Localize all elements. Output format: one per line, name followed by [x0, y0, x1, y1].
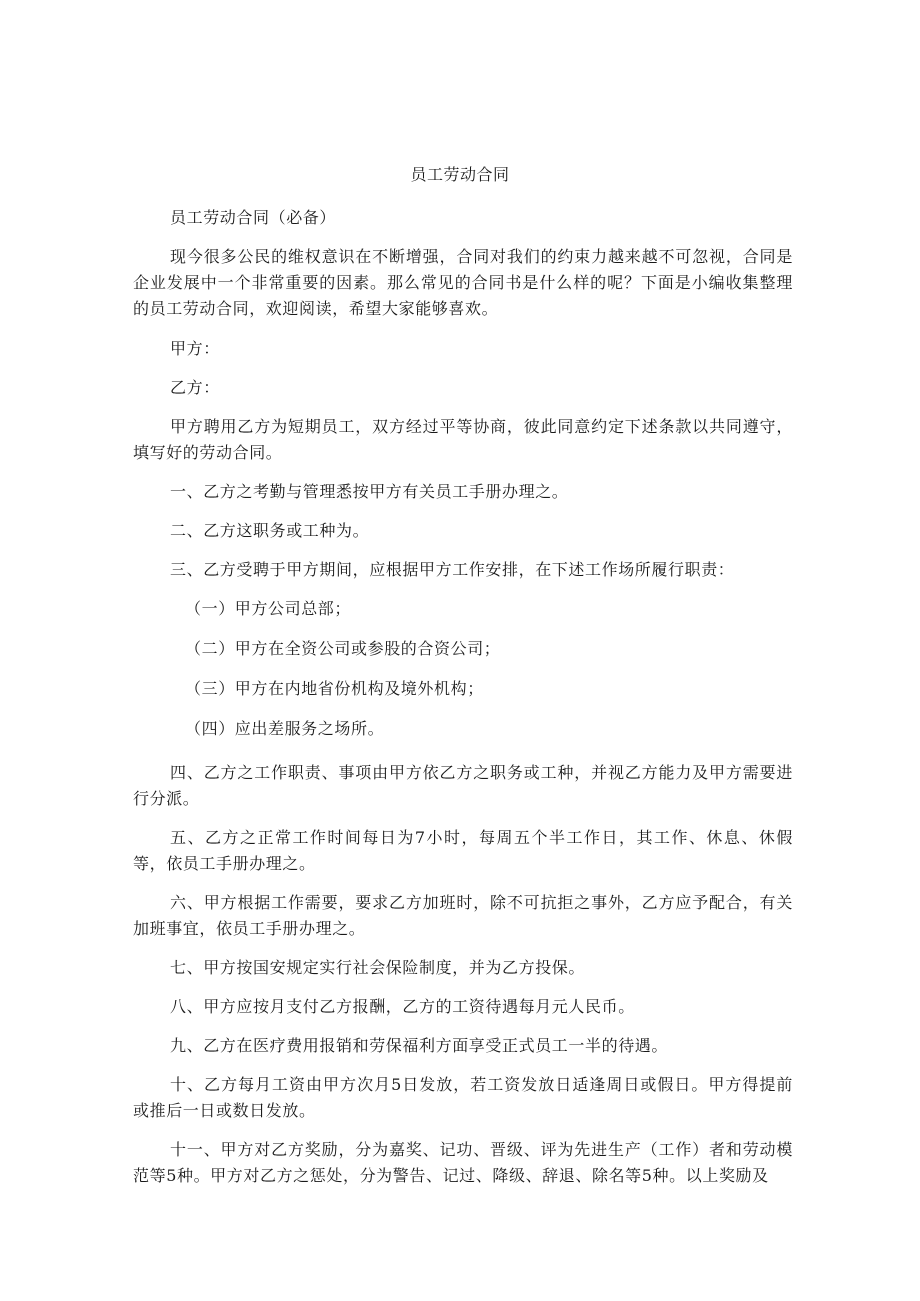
clause-4: 四、乙方之工作职责、事项由甲方依乙方之职务或工种，并视乙方能力及甲方需要进行分派。	[133, 763, 793, 808]
party-b-label: 乙方：	[170, 378, 220, 397]
clause-6: 六、甲方根据工作需要，要求乙方加班时，除不可抗拒之事外，乙方应予配合，有关加班事宜，依员工手册办理之。	[133, 893, 793, 938]
clause-3-item-1: （一）甲方公司总部；	[185, 599, 352, 618]
preamble-paragraph: 甲方聘用乙方为短期员工，双方经过平等协商，彼此同意约定下述条款以共同遵守，填写好的劳动合同。	[133, 417, 793, 462]
clause-11: 十一、甲方对乙方奖励，分为嘉奖、记功、晋级、评为先进生产（工作）者和劳动模范等5种。甲方对乙方之惩处，分为警告、记过、降级、辞退、除名等5种。以上奖励及	[133, 1140, 793, 1185]
clause-9: 九、乙方在医疗费用报销和劳保福利方面享受正式员工一半的待遇。	[170, 1036, 669, 1055]
document-title: 员工劳动合同	[410, 165, 510, 184]
party-a-label: 甲方：	[170, 339, 220, 358]
intro-paragraph: 现今很多公民的维权意识在不断增强，合同对我们的约束力越来越不可忽视，合同是企业发展中一个非常重要的因素。那么常见的合同书是什么样的呢？下面是小编收集整理的员工劳动合同，欢迎阅读，希望大家能够喜欢。	[133, 247, 793, 318]
clause-3-item-4: （四）应出差服务之场所。	[185, 719, 385, 738]
clause-8: 八、甲方应按月支付乙方报酬，乙方的工资待遇每月元人民币。	[170, 997, 635, 1016]
clause-1: 一、乙方之考勤与管理悉按甲方有关员工手册办理之。	[170, 482, 569, 501]
clause-7: 七、甲方按国安规定实行社会保险制度，并为乙方投保。	[170, 958, 586, 977]
clause-10: 十、乙方每月工资由甲方次月5日发放，若工资发放日适逢周日或假日。甲方得提前或推后一日或数日发放。	[133, 1075, 793, 1120]
clause-2: 二、乙方这职务或工种为。	[170, 521, 370, 540]
clause-3-item-3: （三）甲方在内地省份机构及境外机构；	[185, 679, 484, 698]
clause-3-item-2: （二）甲方在全资公司或参股的合资公司；	[185, 639, 501, 658]
clause-5: 五、乙方之正常工作时间每日为7小时，每周五个半工作日，其工作、休息、休假等，依员工手册办理之。	[133, 828, 793, 873]
document-subtitle: 员工劳动合同（必备）	[170, 208, 337, 227]
clause-3: 三、乙方受聘于甲方期间，应根据甲方工作安排，在下述工作场所履行职责：	[170, 560, 735, 579]
